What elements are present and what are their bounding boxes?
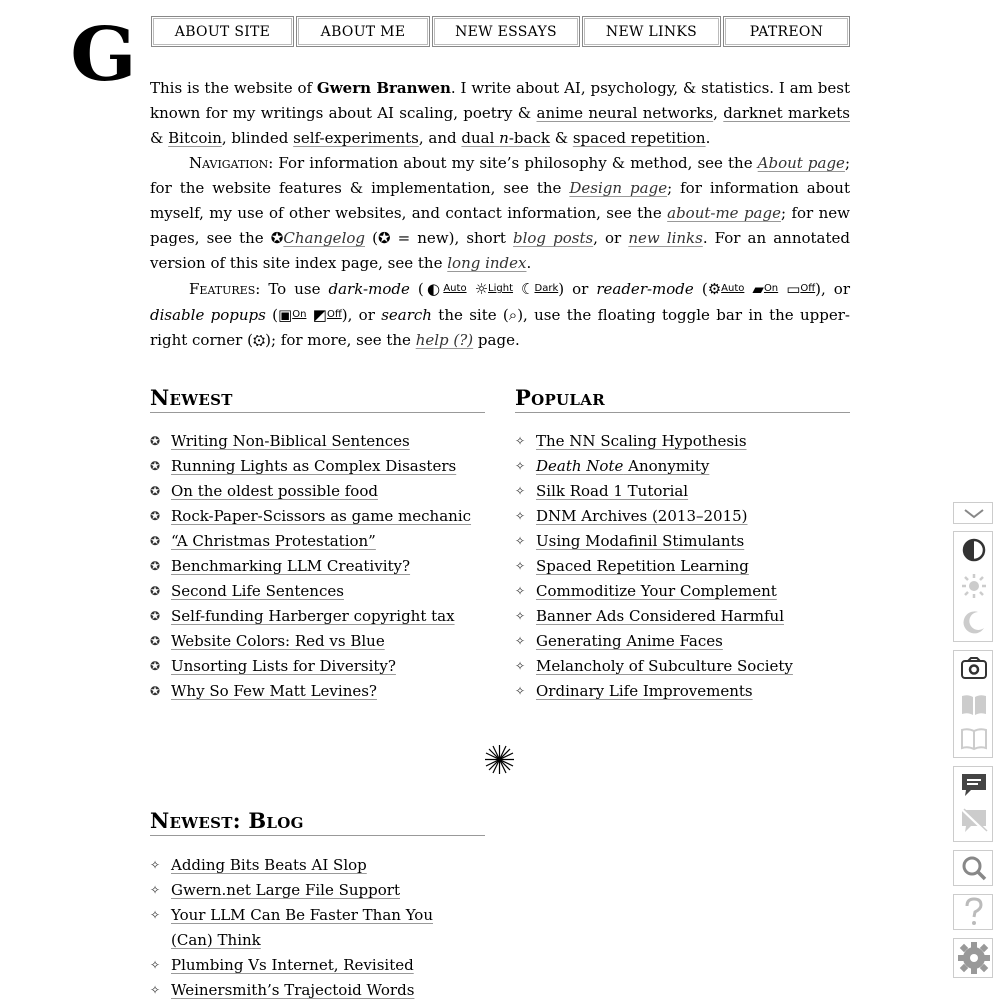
reader-off-label: Off <box>800 283 816 294</box>
newest-link[interactable]: On the oldest possible food <box>171 482 378 500</box>
popular-link[interactable]: Banner Ads Considered Harmful <box>536 607 784 625</box>
moon-icon <box>961 609 987 635</box>
popular-list <box>515 429 850 704</box>
list-item <box>515 679 850 704</box>
starburst-icon <box>484 744 515 775</box>
list-item <box>150 978 460 1003</box>
reader-mode-auto-button[interactable] <box>954 653 994 685</box>
list-item <box>150 429 485 454</box>
popular-link[interactable]: Generating Anime Faces <box>536 632 723 650</box>
four-point-star-icon: ✧ <box>150 883 161 897</box>
four-point-star-icon: ✧ <box>515 484 526 498</box>
comment-off-icon <box>960 808 988 834</box>
nav-about-site[interactable]: ABOUT SITE <box>151 16 294 47</box>
blog-link[interactable]: Adding Bits Beats AI Slop <box>171 856 367 874</box>
newest-link[interactable]: Why So Few Matt Levines? <box>171 682 377 700</box>
blog-link[interactable]: Your LLM Can Be Faster Than You (Can) Think <box>171 906 433 949</box>
link-blog-posts[interactable]: blog posts <box>513 229 594 247</box>
blog-link[interactable]: Gwern.net Large File Support <box>171 881 400 899</box>
popular-link[interactable]: Spaced Repetition Learning <box>536 557 749 575</box>
blog-heading: Newest: Blog <box>150 808 485 836</box>
comment-icon <box>960 772 988 798</box>
newest-link[interactable]: Benchmarking LLM Creativity? <box>171 557 411 575</box>
dark-mode-auto-label: Auto <box>443 283 467 294</box>
popular-link[interactable]: The NN Scaling Hypothesis <box>536 432 747 450</box>
navigation-paragraph: Navigation: For information about my site’s philosophy & method, see the About page; for the website features & implementation, see the Design page; for information about myself, my use of other websites, and contact information, see the about-me page; for new pages, see the ✪Changelog (✪ = new), short blog posts, or new links. For an annotated version of this site index page, see the long index. <box>150 154 851 272</box>
comment-off-icon: ◩ <box>312 306 327 324</box>
help-icon <box>954 895 994 929</box>
nav-patreon[interactable]: PATREON <box>723 16 850 47</box>
blog-link[interactable]: Plumbing Vs Internet, Revisited <box>171 956 414 974</box>
gear-icon <box>954 939 994 977</box>
circle-plus-icon: ✪ <box>150 509 161 523</box>
link-about-me-page[interactable]: about-me page <box>667 204 781 222</box>
dark-mode-dark-button[interactable] <box>954 606 994 638</box>
four-point-star-icon: ✧ <box>150 908 161 922</box>
circle-plus-icon: ✪ <box>150 559 161 573</box>
list-item <box>150 878 460 903</box>
moon-icon: ☾ <box>521 280 535 298</box>
link-bitcoin[interactable]: Bitcoin <box>168 129 222 147</box>
link-new-links[interactable]: new links <box>628 229 703 247</box>
popups-on-button[interactable] <box>954 769 994 801</box>
reader-auto-label: Auto <box>721 283 745 294</box>
contrast-icon <box>961 537 987 563</box>
popular-link[interactable]: Death Note Anonymity <box>536 457 710 475</box>
list-item <box>515 554 850 579</box>
popular-link[interactable]: DNM Archives (2013–2015) <box>536 507 748 525</box>
link-about-page[interactable]: About page <box>757 154 845 172</box>
four-point-star-icon: ✧ <box>515 584 526 598</box>
nav-new-links[interactable]: NEW LINKS <box>582 16 721 47</box>
list-item <box>515 579 850 604</box>
search-icon <box>954 851 994 885</box>
newest-list <box>150 429 485 704</box>
circle-plus-icon: ✪ <box>150 584 161 598</box>
list-item <box>515 479 850 504</box>
newest-link[interactable]: Rock-Paper-Scissors as game mechanic <box>171 507 472 525</box>
circle-plus-icon: ✪ <box>377 229 391 247</box>
four-point-star-icon: ✧ <box>515 534 526 548</box>
popular-link[interactable]: Silk Road 1 Tutorial <box>536 482 689 500</box>
intro-text <box>150 76 850 353</box>
circle-plus-icon: ✪ <box>270 229 284 247</box>
site-logo[interactable]: G <box>70 12 137 98</box>
four-point-star-icon: ✧ <box>515 634 526 648</box>
dark-mode-group <box>953 531 993 642</box>
popular-link[interactable]: Using Modafinil Stimulants <box>536 532 745 550</box>
list-item <box>515 429 850 454</box>
nav-about-me[interactable]: ABOUT ME <box>296 16 430 47</box>
four-point-star-icon: ✧ <box>515 459 526 473</box>
list-item <box>515 604 850 629</box>
list-item <box>150 953 460 978</box>
circle-plus-icon: ✪ <box>150 684 161 698</box>
blog-list <box>150 853 460 1003</box>
contrast-icon: ◐ <box>423 280 444 298</box>
four-point-star-icon: ✧ <box>150 983 161 997</box>
nav-new-essays[interactable]: NEW ESSAYS <box>432 16 580 47</box>
list-item <box>150 629 485 654</box>
top-navigation <box>151 16 850 47</box>
link-self-experiments[interactable]: self-experiments <box>293 129 419 147</box>
chevron-down-icon <box>954 503 994 523</box>
gear-icon: ⚙ <box>252 331 266 349</box>
newest-link[interactable]: Running Lights as Complex Disasters <box>171 457 457 475</box>
four-point-star-icon: ✧ <box>150 958 161 972</box>
newest-link[interactable]: Unsorting Lists for Diversity? <box>171 657 396 675</box>
intro-paragraph: This is the website of Gwern Branwen. I write about AI, psychology, & statistics. I am best known for my writings about AI scaling, poetry & anime neural networks, darknet markets & Bitcoin, blinded self-experiments, and dual n-back & spaced repetition. <box>150 79 851 147</box>
dark-mode-light-button[interactable] <box>954 570 994 602</box>
list-item <box>515 654 850 679</box>
four-point-star-icon: ✧ <box>515 609 526 623</box>
book-open-filled-icon <box>960 693 988 717</box>
dark-mode-auto-button[interactable] <box>954 534 994 566</box>
list-item <box>150 554 485 579</box>
settings-button[interactable] <box>953 938 993 978</box>
circle-plus-icon: ✪ <box>150 484 161 498</box>
newest-link[interactable]: Second Life Sentences <box>171 582 344 600</box>
blog-link[interactable]: Weinersmith’s Trajectoid Words <box>171 981 415 999</box>
list-item <box>150 579 485 604</box>
book-open-icon: ▭ <box>786 280 801 298</box>
reader-on-label: On <box>763 283 779 294</box>
link-design-page[interactable]: Design page <box>569 179 668 197</box>
circle-plus-icon: ✪ <box>150 634 161 648</box>
list-item <box>150 454 485 479</box>
list-item <box>150 529 485 554</box>
sun-icon: ☼ <box>474 280 489 298</box>
collapse-toggle[interactable] <box>953 502 993 524</box>
circle-plus-icon: ✪ <box>150 434 161 448</box>
circle-plus-icon: ✪ <box>150 459 161 473</box>
list-item <box>150 504 485 529</box>
reader-mode-on-button[interactable] <box>954 689 994 721</box>
popups-off-label: Off <box>326 309 342 320</box>
list-item <box>150 903 460 953</box>
help-button[interactable] <box>953 894 993 930</box>
link-changelog[interactable]: Changelog <box>283 229 365 247</box>
list-item <box>150 479 485 504</box>
link-anime-neural-networks[interactable]: anime neural networks <box>536 104 714 122</box>
newest-link[interactable]: “A Christmas Protestation” <box>171 532 376 550</box>
popular-heading: Popular <box>515 385 850 413</box>
popups-on-label: On <box>292 309 307 320</box>
sun-icon <box>961 573 987 599</box>
circle-plus-icon: ✪ <box>150 659 161 673</box>
popups-off-button[interactable] <box>954 805 994 837</box>
popups-group <box>953 766 993 842</box>
comment-icon: ▣ <box>278 306 293 324</box>
dark-mode-dark-label: Dark <box>534 283 559 294</box>
search-icon: ⌕ <box>508 306 518 324</box>
list-item <box>515 629 850 654</box>
list-item <box>150 654 485 679</box>
circle-plus-icon: ✪ <box>150 609 161 623</box>
link-long-index[interactable]: long index <box>447 254 527 272</box>
four-point-star-icon: ✧ <box>515 684 526 698</box>
popular-link[interactable]: Melancholy of Subculture Society <box>536 657 793 675</box>
list-item <box>150 679 485 704</box>
four-point-star-icon: ✧ <box>515 509 526 523</box>
author-name: Gwern Branwen <box>316 79 451 97</box>
list-item <box>150 853 460 878</box>
reader-auto-icon <box>960 656 988 682</box>
list-item <box>515 454 850 479</box>
book-open-icon <box>960 727 988 751</box>
newest-link[interactable]: Website Colors: Red vs Blue <box>171 632 385 650</box>
popular-link[interactable]: Commoditize Your Complement <box>536 582 777 600</box>
four-point-star-icon: ✧ <box>150 858 161 872</box>
search-button[interactable] <box>953 850 993 886</box>
dark-mode-light-label: Light <box>488 283 514 294</box>
book-open-filled-icon: ▰ <box>752 280 764 298</box>
newest-link[interactable]: Self-funding Harberger copyright tax <box>171 607 455 625</box>
link-spaced-repetition[interactable]: spaced repetition <box>572 129 706 147</box>
reader-mode-off-button[interactable] <box>954 723 994 755</box>
features-paragraph: Features: To use dark-mode (◐$^{Auto}$ ☼$^{Light}$ ☾$^{Dark}$) or reader-mode (⚙$^{Auto}$ ▰$^{On}$ ▭$^{Off}$), or disable popups (▣$^{On}$ ◩$^{Off}$), or search the site (⌕), use the floating toggle bar in the upper-right corner (⚙); for more, see the help (?) page. <box>150 280 850 349</box>
list-item <box>515 529 850 554</box>
link-darknet-markets[interactable]: darknet markets <box>723 104 851 122</box>
list-item <box>150 604 485 629</box>
link-dual-n-back[interactable]: dual n-back <box>461 129 550 147</box>
newest-heading: Newest <box>150 385 485 413</box>
list-item <box>515 504 850 529</box>
reader-auto-icon: ⚙ <box>707 280 722 298</box>
four-point-star-icon: ✧ <box>515 434 526 448</box>
circle-plus-icon: ✪ <box>150 534 161 548</box>
newest-link[interactable]: Writing Non-Biblical Sentences <box>171 432 410 450</box>
link-help[interactable]: help (?) <box>415 331 474 349</box>
reader-mode-group <box>953 650 993 758</box>
four-point-star-icon: ✧ <box>515 559 526 573</box>
four-point-star-icon: ✧ <box>515 659 526 673</box>
popular-link[interactable]: Ordinary Life Improvements <box>536 682 753 700</box>
